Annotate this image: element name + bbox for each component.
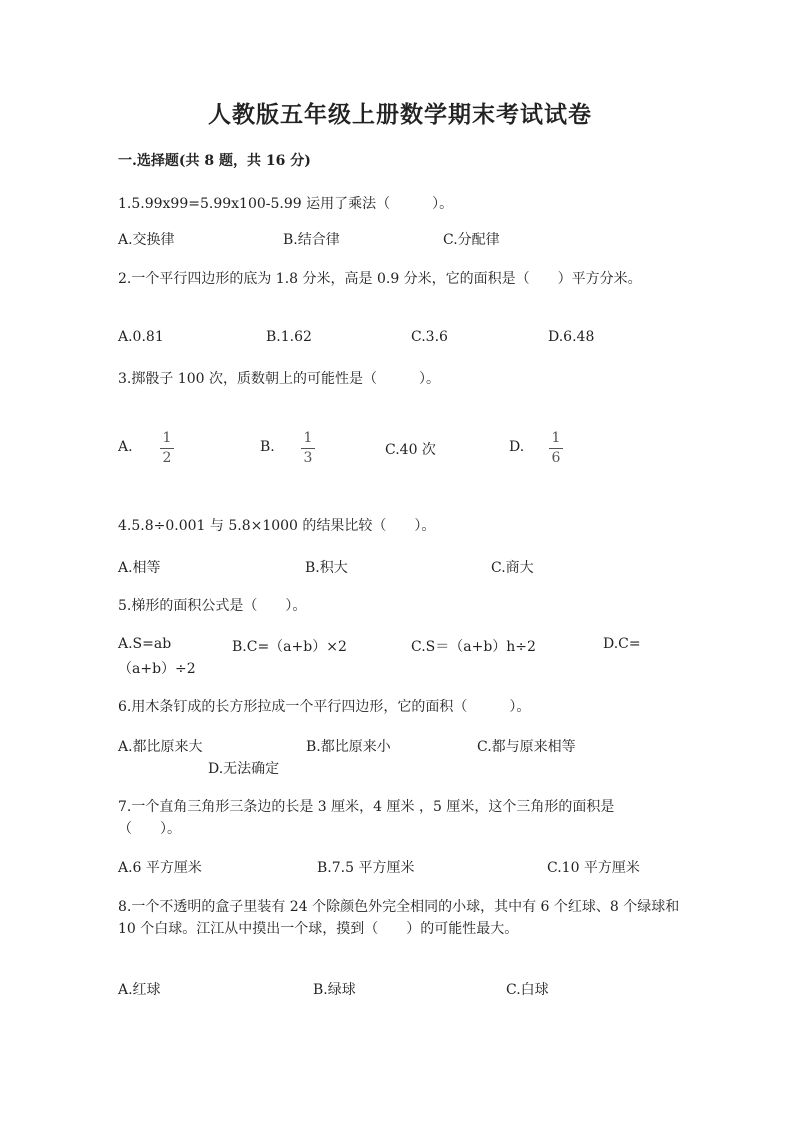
question-8-option-b: B.绿球 bbox=[313, 982, 356, 998]
fraction-bar bbox=[549, 448, 563, 449]
question-7-stem: 7.一个直角三角形三条边的长是 3 厘米，4 厘米 ，5 厘米，这个三角形的面积是（ ）。 bbox=[118, 799, 615, 837]
question-6-option-b: B.都比原来小 bbox=[306, 739, 391, 755]
question-2-option-c: C.3.6 bbox=[411, 329, 448, 345]
question-6-option-d: D.无法确定 bbox=[208, 761, 280, 777]
question-8-option-a: A.红球 bbox=[118, 982, 161, 998]
question-7-option-a: A.6 平方厘米 bbox=[118, 860, 202, 876]
question-5-stem: 5.梯形的面积公式是（ ）。 bbox=[118, 598, 307, 614]
question-2-option-b: B.1.62 bbox=[266, 329, 312, 345]
fraction-denominator: 3 bbox=[303, 450, 313, 466]
question-4-option-b: B.积大 bbox=[305, 560, 348, 576]
question-1-option-b: B.结合律 bbox=[283, 232, 340, 248]
question-5-option-d: D.C= bbox=[603, 636, 641, 652]
question-4-option-a: A.相等 bbox=[118, 560, 161, 576]
question-7-option-c: C.10 平方厘米 bbox=[547, 860, 640, 876]
question-6-option-c: C.都与原来相等 bbox=[477, 739, 576, 755]
fraction-denominator: 6 bbox=[551, 450, 561, 466]
question-2-option-a: A.0.81 bbox=[118, 329, 164, 345]
fraction-numerator: 1 bbox=[303, 430, 313, 446]
question-2-option-d: D.6.48 bbox=[548, 329, 595, 345]
question-6-option-a: A.都比原来大 bbox=[118, 739, 203, 755]
question-5-option-d-continued: （a+b）÷2 bbox=[118, 661, 196, 677]
question-3-stem: 3.掷骰子 100 次，质数朝上的可能性是（ ）。 bbox=[118, 371, 440, 387]
question-3-option-b: B. bbox=[260, 439, 275, 455]
question-3-option-b-fraction bbox=[301, 431, 315, 466]
question-3-option-a-fraction bbox=[160, 431, 174, 466]
question-3-option-a: A. bbox=[118, 439, 133, 455]
question-3-option-d-fraction bbox=[549, 431, 563, 466]
section-heading: 一.选择题(共 8 题，共 16 分) bbox=[118, 153, 311, 169]
fraction-bar bbox=[301, 448, 315, 449]
question-1-option-a: A.交换律 bbox=[118, 232, 175, 248]
question-7-option-b: B.7.5 平方厘米 bbox=[317, 860, 415, 876]
question-8-stem: 8.一个不透明的盒子里装有 24 个除颜色外完全相同的小球，其中有 6 个红球、8 个绿球和 10 个白球。江江从中摸出一个球，摸到（ ）的可能性最大。 bbox=[118, 899, 680, 937]
fraction-bar bbox=[160, 448, 174, 449]
question-4-option-c: C.商大 bbox=[491, 560, 534, 576]
question-4-stem: 4.5.8÷0.001 与 5.8×1000 的结果比较（ ）。 bbox=[118, 518, 436, 534]
question-5-option-a: A.S=ab bbox=[118, 636, 172, 652]
fraction-numerator: 1 bbox=[162, 430, 172, 446]
question-3-option-d: D. bbox=[509, 439, 525, 455]
question-5-option-c: C.S＝（a+b）h÷2 bbox=[411, 639, 536, 655]
question-3-option-c: C.40 次 bbox=[385, 442, 436, 458]
question-8-option-c: C.白球 bbox=[506, 982, 549, 998]
fraction-numerator: 1 bbox=[551, 430, 561, 446]
question-6-stem: 6.用木条钉成的长方形拉成一个平行四边形，它的面积（ ）。 bbox=[118, 699, 531, 715]
question-2-stem: 2.一个平行四边形的底为 1.8 分米，高是 0.9 分米，它的面积是（ ）平方分米。 bbox=[118, 271, 642, 287]
exam-title: 人教版五年级上册数学期末考试试卷 bbox=[208, 101, 592, 128]
fraction-denominator: 2 bbox=[162, 450, 172, 466]
question-5-option-b: B.C=（a+b）×2 bbox=[232, 639, 347, 655]
question-1-option-c: C.分配律 bbox=[443, 232, 500, 248]
question-1-stem: 1.5.99x99=5.99x100-5.99 运用了乘法（ ）。 bbox=[118, 196, 454, 212]
